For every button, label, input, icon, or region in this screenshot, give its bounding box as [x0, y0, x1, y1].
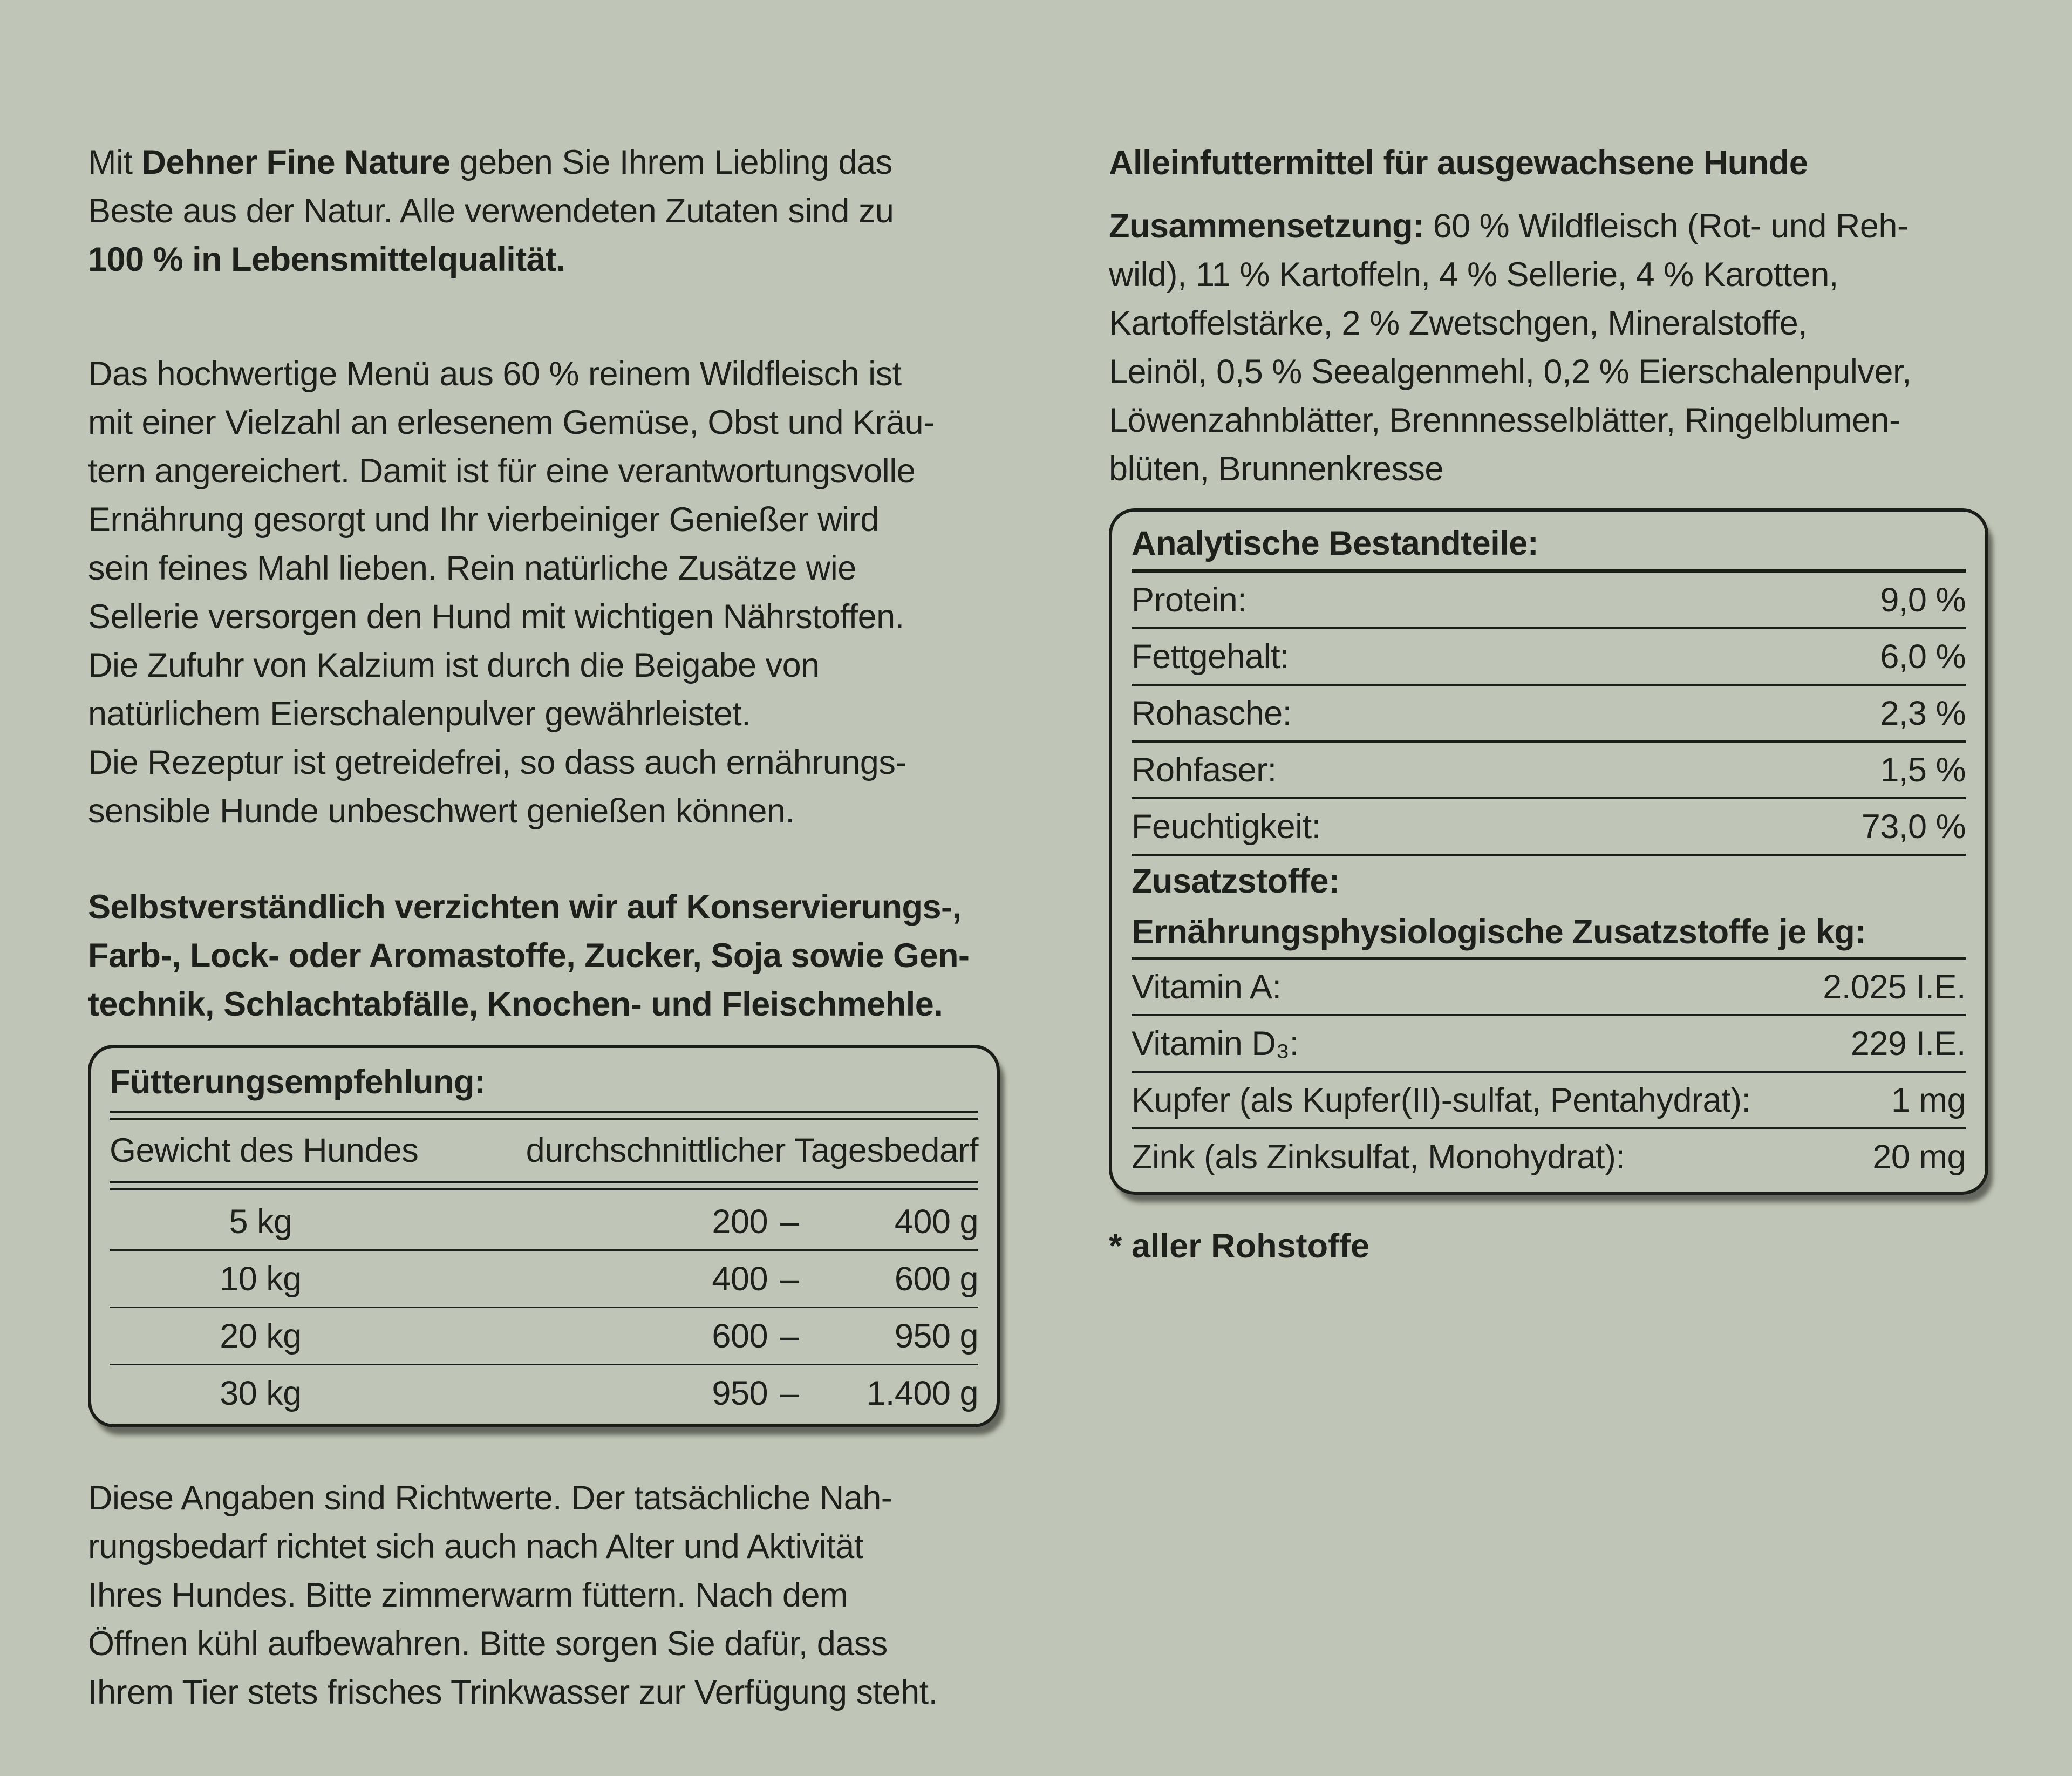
analysis-value: 6,0 % [1880, 637, 1966, 676]
feeding-cell: 5 kg [229, 1202, 292, 1241]
text-line: Beste aus der Natur. Alle verwendeten Zutaten sind zu [88, 192, 894, 230]
feeding-cell: 950 g [894, 1317, 978, 1355]
analysis-label: Fettgehalt: [1132, 637, 1290, 676]
analysis-value: 1 mg [1891, 1081, 1966, 1119]
left-column [88, 0, 1000, 1717]
feeding-row [110, 1194, 978, 1249]
text-line: Farb-, Lock- oder Aromastoffe, Zucker, Soja sowie Gen- [88, 937, 970, 975]
text-line: Selbstverständlich verzichten wir auf Konservierungs-, [88, 888, 962, 926]
feeding-cell: 20 kg [220, 1317, 302, 1355]
footnote: * aller Rohstoffe [1109, 1227, 1370, 1265]
analysis-value: 9,0 % [1880, 581, 1966, 619]
text-line: natürlichem Eierschalenpulver gewährleistet. [88, 695, 751, 733]
text-line: 100 % in Lebensmittelqualität. [88, 241, 565, 278]
analysis-row [1132, 686, 1966, 740]
intro-paragraph [88, 138, 1000, 284]
analysis-row [1132, 1073, 1966, 1127]
feeding-col-daily: durchschnittlicher Tagesbedarf [526, 1132, 978, 1169]
analysis-row [1132, 1016, 1966, 1071]
text-line: Löwenzahnblätter, Brennnesselblätter, Ringelblumen- [1109, 402, 1900, 439]
complete-feed-heading: Alleinfuttermittel für ausgewachsene Hunde [1109, 144, 1808, 182]
analysis-label: Kupfer (als Kupfer(II)-sulfat, Pentahydrat): [1132, 1081, 1751, 1119]
text-line: Ernährung gesorgt und Ihr vierbeiniger Genießer wird [88, 501, 879, 539]
feeding-cell: 600 [712, 1317, 768, 1355]
text-line: Mit Dehner Fine Nature geben Sie Ihrem Liebling das [88, 144, 892, 181]
text-line: Die Rezeptur ist getreidefrei, so dass auch ernährungs- [88, 744, 906, 781]
text-line: Sellerie versorgen den Hund mit wichtigen Nährstoffen. [88, 598, 904, 636]
analysis-label: Rohfaser: [1132, 751, 1277, 789]
divider-double [110, 1111, 978, 1120]
analysis-value: 2,3 % [1880, 694, 1966, 732]
analysis-row [1132, 960, 1966, 1014]
composition-paragraph [1109, 202, 1988, 493]
analysis-row [1132, 573, 1966, 627]
analysis-row [1132, 743, 1966, 797]
text-line: blüten, Brunnenkresse [1109, 450, 1443, 488]
text-line: sensible Hunde unbeschwert genießen können. [88, 792, 795, 830]
analysis-value: 1,5 % [1880, 751, 1966, 789]
analysis-row [1132, 907, 1966, 957]
text-line: mit einer Vielzahl an erlesenem Gemüse, Obst und Kräu- [88, 404, 935, 441]
text-line: rungsbedarf richtet sich auch nach Alter und Aktivität [88, 1528, 863, 1566]
feeding-cell: 30 kg [220, 1374, 302, 1412]
text-line: technik, Schlachtabfälle, Knochen- und Fleischmehle. [88, 985, 943, 1023]
text-line: Öffnen kühl aufbewahren. Bitte sorgen Sie dafür, dass [88, 1625, 888, 1663]
analysis-label: Feuchtigkeit: [1132, 807, 1321, 846]
feeding-cell: – [780, 1202, 799, 1241]
feeding-cell: 200 [712, 1202, 768, 1241]
feeding-cell: 600 g [894, 1260, 978, 1298]
feeding-row [110, 1307, 978, 1364]
feeding-cell: 10 kg [220, 1260, 302, 1298]
feeding-cell: 400 g [894, 1202, 978, 1241]
feeding-cell: – [780, 1317, 799, 1355]
analysis-label: Rohasche: [1132, 694, 1292, 732]
text-line: Ihrem Tier stets frisches Trinkwasser zur Verfügung steht. [88, 1673, 938, 1711]
analytical-constituents-box [1109, 508, 1988, 1195]
divider-double [110, 1181, 978, 1190]
feeding-cell: – [780, 1374, 799, 1412]
analysis-label: Zusatzstoffe: [1132, 862, 1340, 900]
analysis-box-title: Analytische Bestandteile: [1132, 525, 1539, 562]
text-line: Kartoffelstärke, 2 % Zwetschgen, Mineralstoffe, [1109, 304, 1808, 342]
text-line: sein feines Mahl lieben. Rein natürliche Zusätze wie [88, 549, 856, 587]
analysis-row [1132, 1129, 1966, 1184]
text-line: tern angereichert. Damit ist für eine verantwortungsvolle [88, 452, 916, 490]
feeding-cell: 400 [712, 1260, 768, 1298]
description-paragraph [88, 350, 1000, 835]
text-line: Ihres Hundes. Bitte zimmerwarm füttern. Nach dem [88, 1576, 848, 1614]
analysis-label: Vitamin A: [1132, 968, 1282, 1006]
text-line: Leinöl, 0,5 % Seealgenmehl, 0,2 % Eierschalenpulver, [1109, 353, 1911, 391]
analysis-label: Protein: [1132, 581, 1247, 619]
analysis-value: 229 I.E. [1850, 1024, 1966, 1063]
feeding-table-rows [110, 1194, 978, 1421]
analysis-label: Vitamin D₃: [1132, 1024, 1299, 1063]
feeding-cell: – [780, 1260, 799, 1298]
analysis-value: 20 mg [1872, 1138, 1966, 1176]
feeding-cell: 1.400 g [867, 1374, 978, 1412]
feeding-row [110, 1249, 978, 1307]
right-column [1109, 0, 1988, 1270]
feeding-note-paragraph [88, 1474, 1000, 1717]
feeding-box-title: Fütterungsempfehlung: [110, 1063, 486, 1101]
analysis-label: Ernährungsphysiologische Zusatzstoffe je kg: [1132, 913, 1866, 951]
analysis-value: 73,0 % [1861, 807, 1966, 846]
divider [1132, 569, 1966, 573]
text-line: Zusammensetzung: 60 % Wildfleisch (Rot- und Reh- [1109, 207, 1909, 245]
feeding-recommendation-box [88, 1045, 1000, 1427]
analysis-table-rows [1132, 573, 1966, 1184]
analysis-row [1132, 856, 1966, 907]
feeding-cell: 950 [712, 1374, 768, 1412]
no-additives-paragraph [88, 883, 1000, 1029]
analysis-row [1132, 799, 1966, 854]
analysis-value: 2.025 I.E. [1823, 968, 1966, 1006]
text-line: Das hochwertige Menü aus 60 % reinem Wildfleisch ist [88, 355, 902, 393]
analysis-label: Zink (als Zinksulfat, Monohydrat): [1132, 1138, 1625, 1176]
feeding-col-weight: Gewicht des Hundes [110, 1132, 419, 1169]
text-line: wild), 11 % Kartoffeln, 4 % Sellerie, 4 % Karotten, [1109, 256, 1838, 294]
feeding-table-header [110, 1123, 978, 1178]
analysis-row [1132, 629, 1966, 684]
text-line: Die Zufuhr von Kalzium ist durch die Beigabe von [88, 647, 820, 684]
text-line: Diese Angaben sind Richtwerte. Der tatsächliche Nah- [88, 1479, 892, 1517]
feeding-row [110, 1364, 978, 1421]
